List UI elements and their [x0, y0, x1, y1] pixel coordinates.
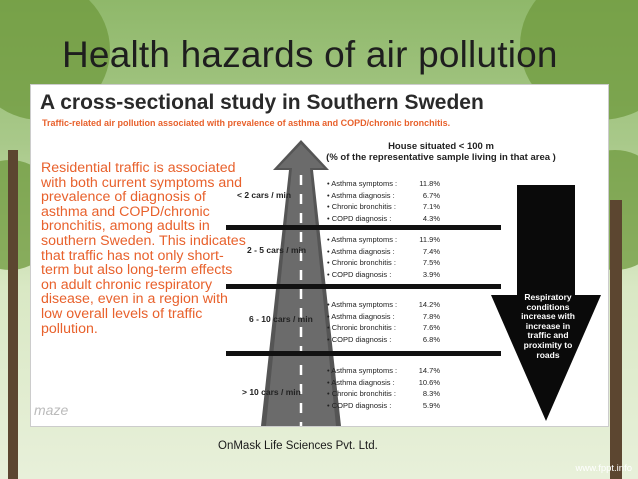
stat-row	[327, 365, 440, 377]
stat-row	[327, 201, 440, 213]
stat-value: 3.9%	[422, 269, 440, 279]
stat-row	[327, 213, 440, 225]
stat-row	[327, 178, 440, 190]
stat-name: • Chronic bronchitis :	[327, 258, 396, 268]
stat-row	[327, 234, 440, 246]
stats-block	[327, 299, 440, 345]
watermark-logo: maze	[34, 402, 69, 418]
stat-value: 7.5%	[422, 258, 440, 268]
house-header	[321, 141, 561, 163]
stat-value: 6.7%	[422, 190, 440, 200]
stat-value: 7.6%	[422, 323, 440, 333]
band-separator	[226, 351, 501, 356]
band-separator	[226, 284, 501, 289]
stat-name: • Chronic bronchitis :	[327, 323, 396, 333]
stat-name: • Asthma diagnosis :	[327, 311, 395, 321]
infographic-title: A cross-sectional study in Southern Sweden	[40, 91, 484, 114]
summary-text: Residential traffic is associated with both current symptoms and prevalence of diagnosis of asthma and COPD/chronic bronchitis, among adults in southern Sweden. This indicates that traffic has not only short-term but also long-term effects on adult chronic respiratory disease, even in a region with low overall levels of traffic pollution.	[41, 160, 246, 337]
stat-name: • COPD diagnosis :	[327, 213, 392, 223]
stats-block	[327, 234, 440, 280]
stat-name: • Asthma diagnosis :	[327, 190, 395, 200]
stat-row	[327, 322, 440, 334]
stat-value: 7.1%	[422, 202, 440, 212]
house-header-line1: House situated < 100 m	[388, 141, 494, 152]
stat-value: 11.8%	[419, 179, 440, 188]
stat-value: 14.7%	[418, 366, 440, 375]
stat-row	[327, 269, 440, 281]
stat-name: • Asthma symptoms :	[327, 300, 398, 309]
stat-name: • COPD diagnosis :	[327, 400, 392, 410]
stat-row	[327, 246, 440, 258]
stat-value: 14.2%	[418, 300, 440, 309]
stat-row	[327, 377, 440, 389]
house-header-line2: (% of the representative sample living in that area )	[326, 152, 556, 163]
stats-block	[327, 365, 440, 411]
band-separator	[226, 225, 501, 230]
stat-value: 7.4%	[422, 246, 440, 256]
arrow-text: Respiratory conditions increase with increase in traffic and proximity to roads	[521, 292, 575, 360]
stat-value: 5.9%	[422, 400, 440, 410]
stats-block	[327, 178, 440, 224]
stat-row	[327, 311, 440, 323]
stat-value: 10.6%	[418, 377, 440, 387]
stat-row	[327, 299, 440, 311]
infographic-subtitle: Traffic-related air pollution associated with prevalence of asthma and COPD/chronic bronchitis.	[42, 118, 451, 128]
tree-trunk-decoration	[8, 150, 18, 479]
stat-name: • Chronic bronchitis :	[327, 202, 396, 212]
stat-name: • COPD diagnosis :	[327, 269, 392, 279]
stat-name: • Asthma diagnosis :	[327, 377, 395, 387]
stat-row	[327, 190, 440, 202]
traffic-label: 6 - 10 cars / min	[249, 314, 313, 324]
stat-row	[327, 400, 440, 412]
stat-name: • Chronic bronchitis :	[327, 389, 396, 399]
stat-name: • Asthma diagnosis :	[327, 246, 395, 256]
traffic-label: < 2 cars / min	[237, 190, 292, 200]
stat-value: 11.9%	[419, 235, 440, 244]
stat-value: 8.3%	[422, 389, 440, 399]
traffic-label: 2 - 5 cars / min	[247, 245, 307, 255]
stat-name: • Asthma symptoms :	[327, 366, 398, 375]
infographic	[30, 84, 609, 427]
stat-name: • Asthma symptoms :	[327, 235, 398, 244]
slide-title: Health hazards of air pollution	[62, 34, 558, 75]
stat-name: • COPD diagnosis :	[327, 334, 392, 344]
slide-footer: OnMask Life Sciences Pvt. Ltd.	[218, 440, 378, 452]
slide-credit: www.fppt.info	[575, 463, 632, 474]
stat-value: 6.8%	[422, 334, 440, 344]
stat-name: • Asthma symptoms :	[327, 179, 398, 188]
traffic-label: > 10 cars / min	[242, 387, 301, 397]
tree-trunk-decoration	[610, 200, 622, 479]
stat-row	[327, 257, 440, 269]
stat-value: 7.8%	[422, 311, 440, 321]
stat-row	[327, 334, 440, 346]
stat-value: 4.3%	[422, 213, 440, 223]
stat-row	[327, 388, 440, 400]
